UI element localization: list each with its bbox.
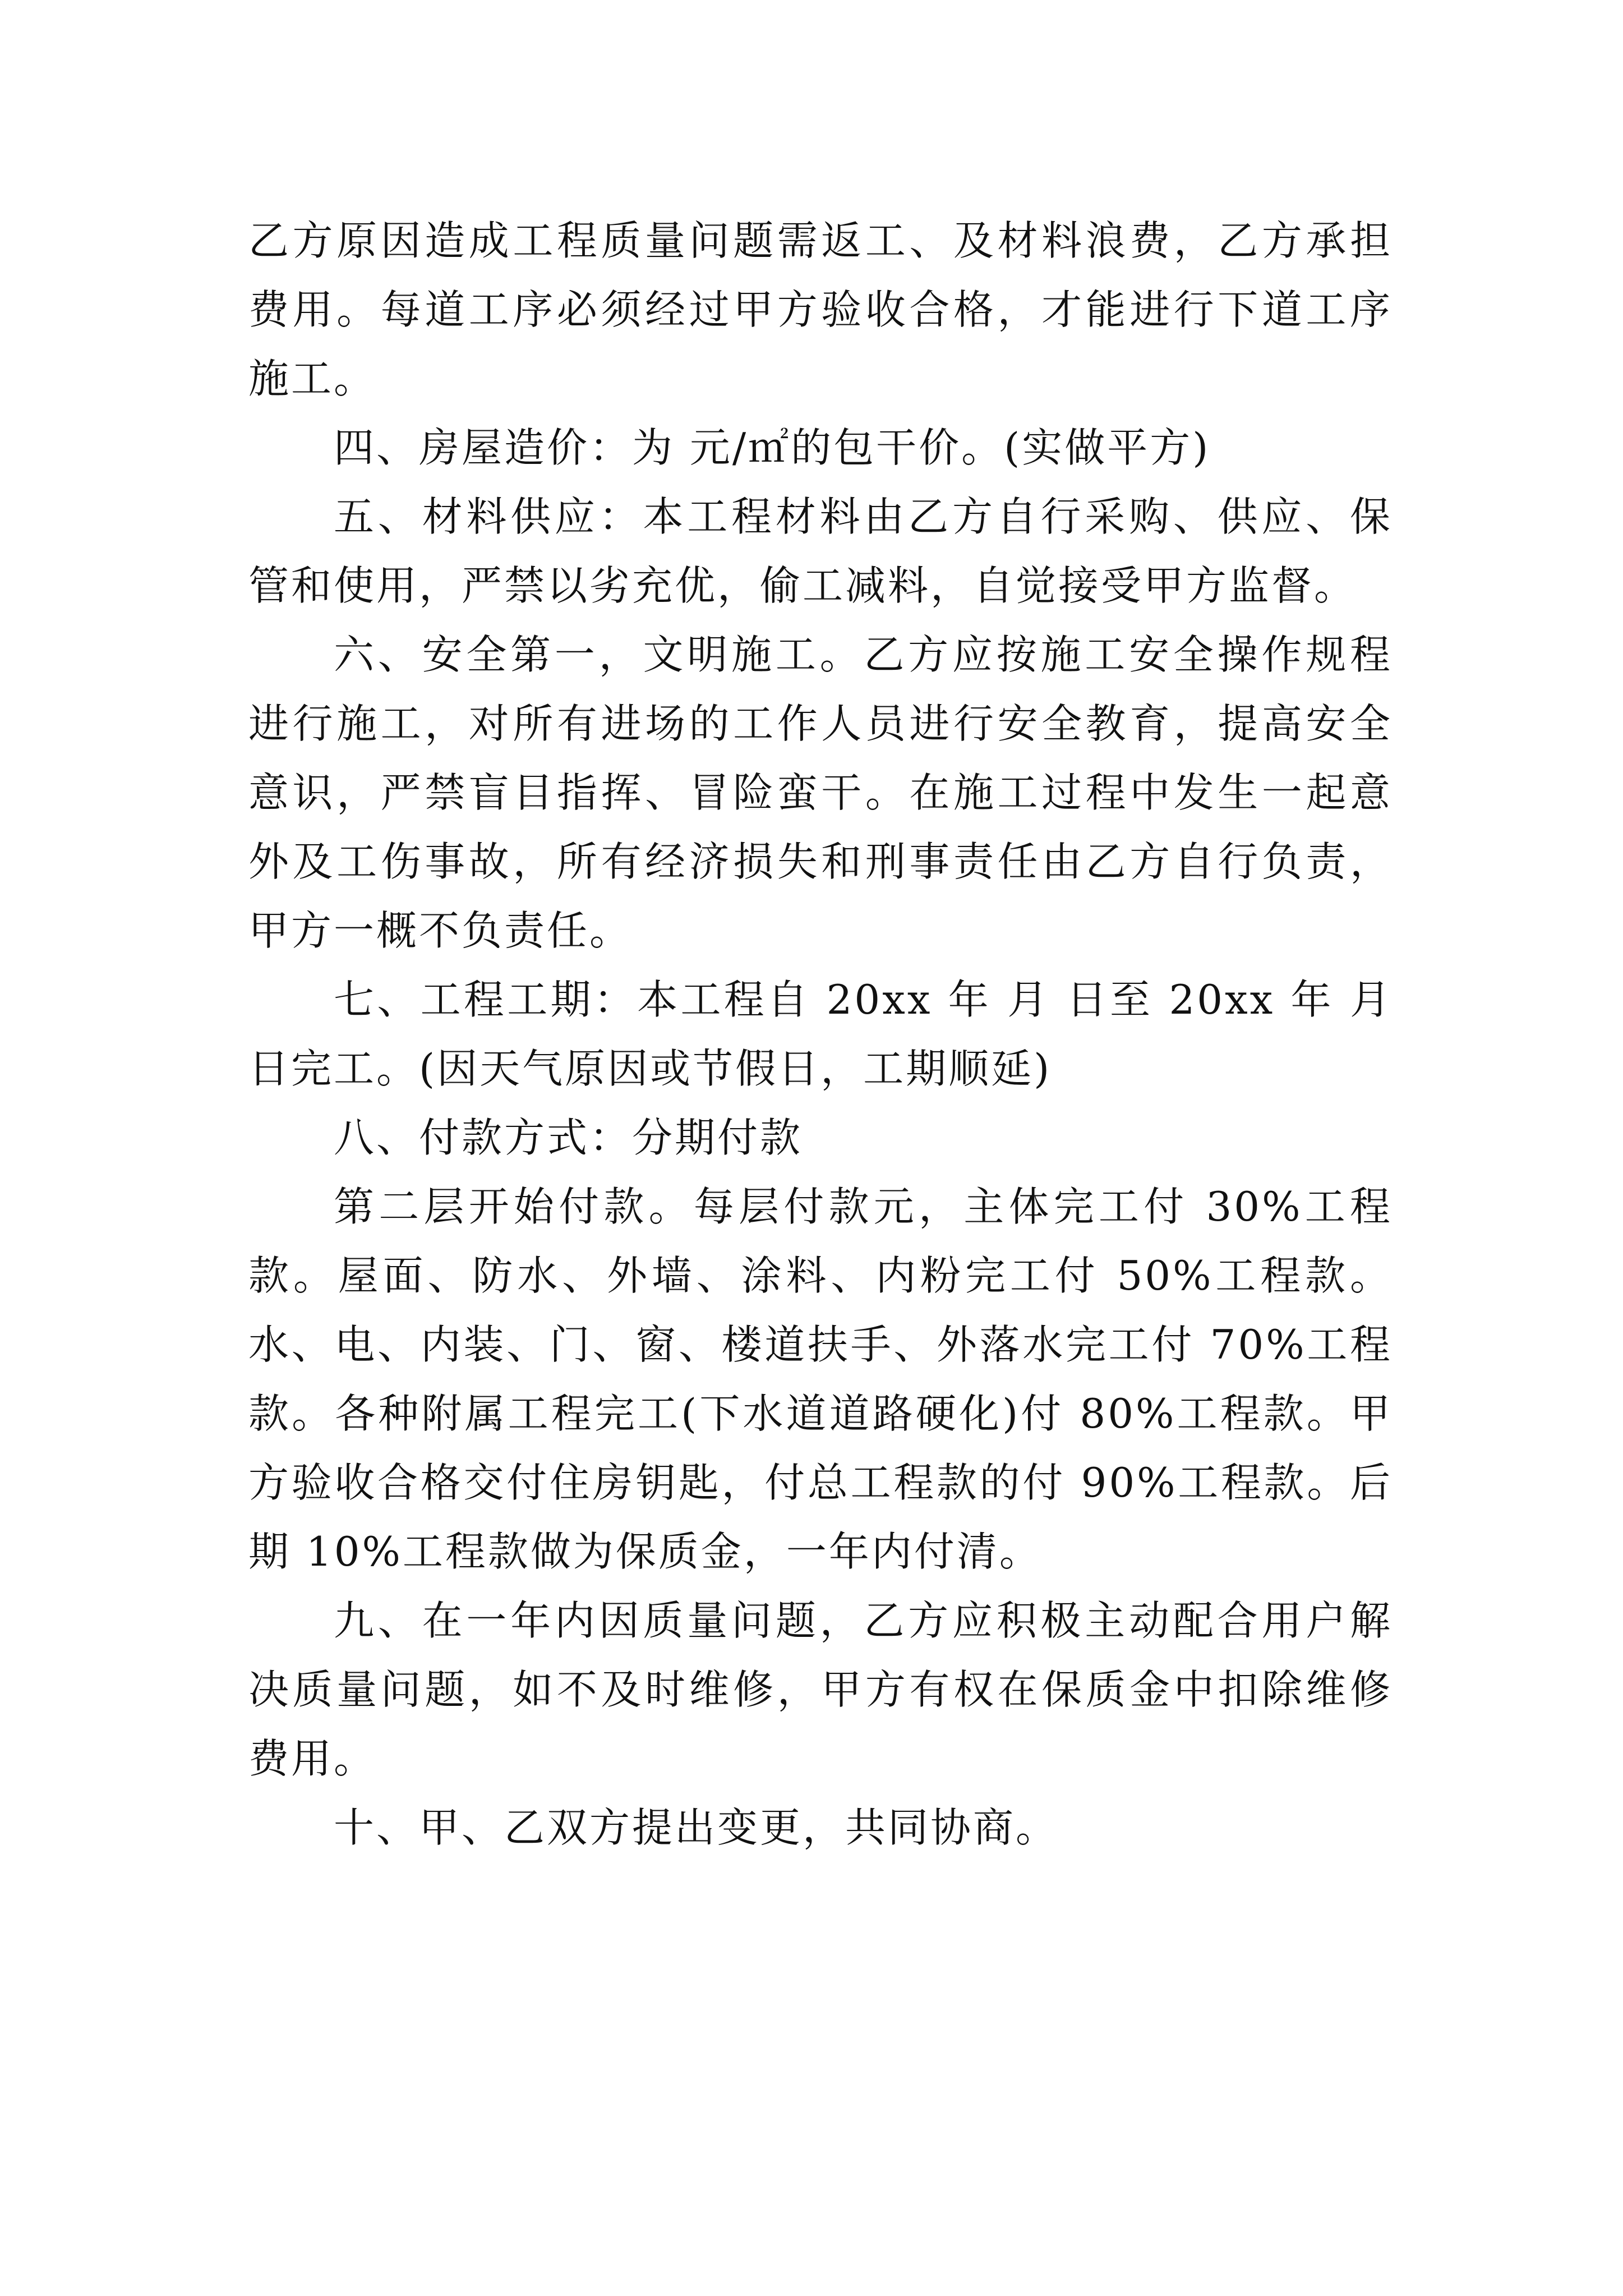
contract-body	[248, 206, 1393, 1862]
paragraph-clause-9-warranty: 九、在一年内因质量问题，乙方应积极主动配合用户解决质量问题，如不及时维修，甲方有权在保质金中扣除维修费用。	[248, 1597, 1393, 1782]
paragraph-clause-4-price: 四、房屋造价：为 元/㎡的包干价。(实做平方)	[334, 424, 1211, 471]
paragraph-clause-7-schedule: 七、工程工期：本工程自 20xx 年 月 日至 20xx 年 月 日完工。(因天气原因或节假日，工期顺延)	[248, 976, 1393, 1092]
paragraph-clause-6-safety: 六、安全第一，文明施工。乙方应按施工安全操作规程进行施工，对所有进场的工作人员进行安全教育，提高安全意识，严禁盲目指挥、冒险蛮干。在施工过程中发生一起意外及工伤事故，所有经济损失和刑事责任由乙方自行负责，甲方一概不负责任。	[248, 631, 1393, 954]
paragraph-clause-8-payment: 八、付款方式：分期付款	[334, 1114, 803, 1161]
paragraph-clause-8-payment-detail: 第二层开始付款。每层付款元，主体完工付 30%工程款。屋面、防水、外墙、涂料、内粉完工付 50%工程款。水、电、内装、门、窗、楼道扶手、外落水完工付 70%工程款。各种附属工程完工(下水道道路硬化)付 80%工程款。甲方验收合格交付住房钥匙，付总工程款的付 90%工程款。后期 10%工程款做为保质金，一年内付清。	[248, 1183, 1393, 1575]
paragraph-clause-10-changes: 十、甲、乙双方提出变更，共同协商。	[334, 1804, 1059, 1851]
paragraph-clause-5-materials: 五、材料供应：本工程材料由乙方自行采购、供应、保管和使用，严禁以劣充优，偷工减料，自觉接受甲方监督。	[248, 493, 1393, 609]
paragraph-continuation: 乙方原因造成工程质量问题需返工、及材料浪费，乙方承担费用。每道工序必须经过甲方验收合格，才能进行下道工序施工。	[248, 217, 1393, 402]
